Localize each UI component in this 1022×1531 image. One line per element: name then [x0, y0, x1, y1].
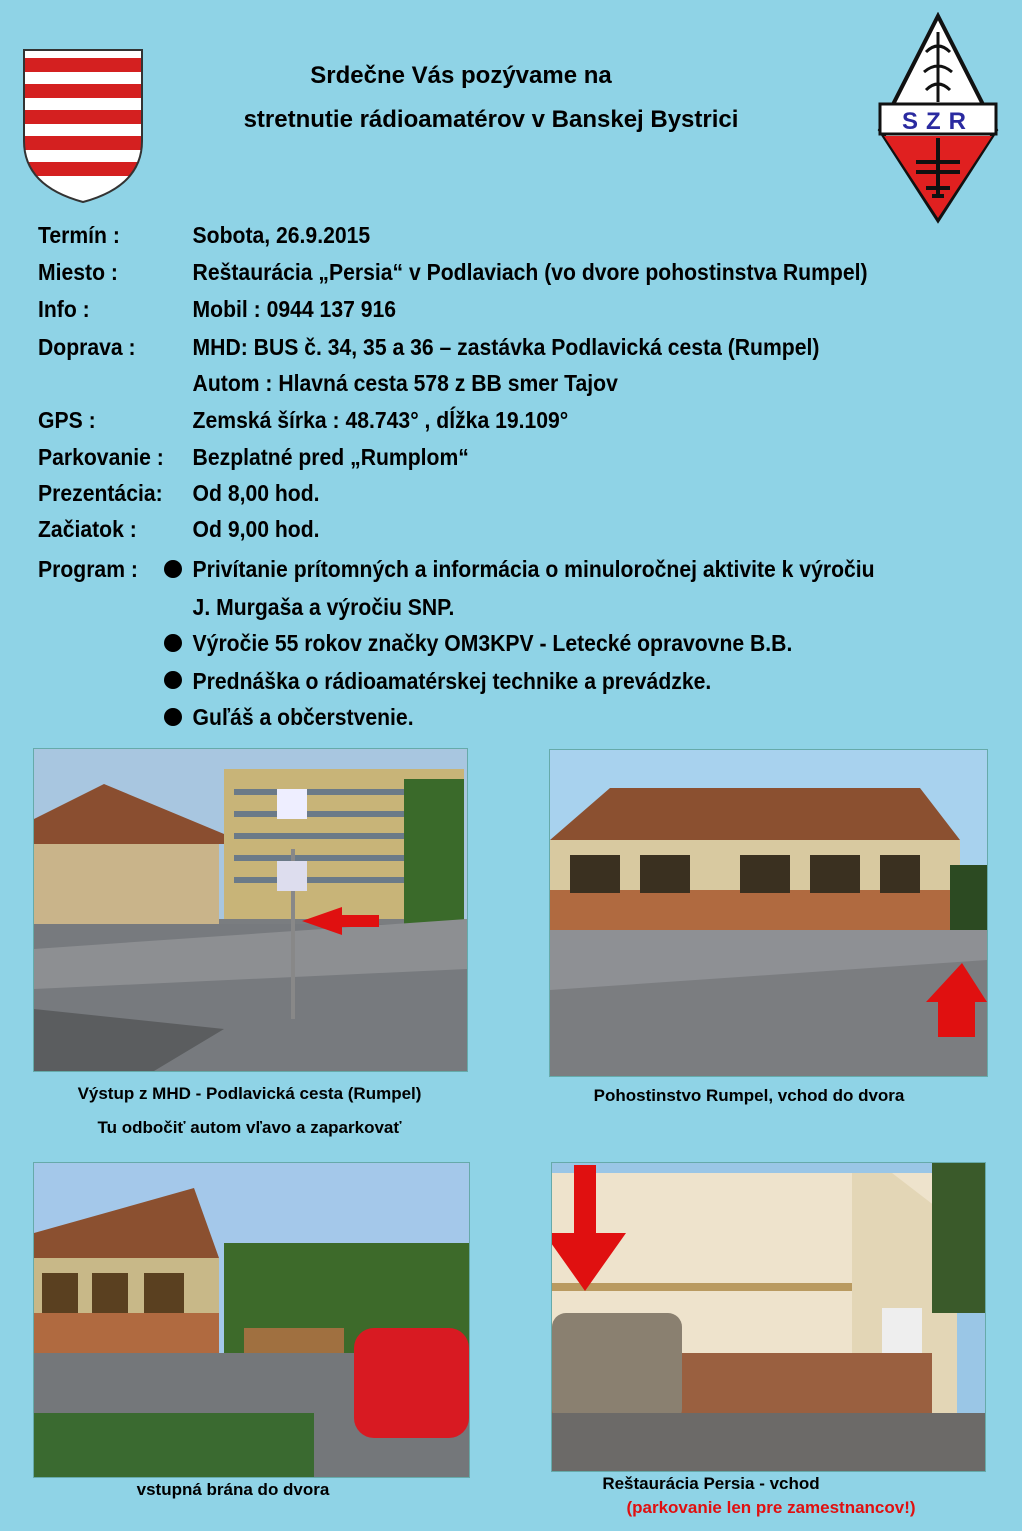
detail-value: Zemská šírka : 48.743° , dĺžka 19.109° [192, 407, 569, 433]
photo-caption: Reštaurácia Persia - vchod [602, 1474, 820, 1493]
szr-logo-text: SZR [902, 108, 974, 135]
detail-label: Prezentácia: [38, 480, 163, 506]
photo-rumpel [549, 749, 988, 1077]
program-item-cont: J. Murgaša a výročiu SNP. [192, 594, 455, 620]
detail-label: GPS : [38, 407, 96, 433]
detail-value: Autom : Hlavná cesta 578 z BB smer Tajov [192, 370, 618, 396]
header-line-2: stretnutie rádioamatérov v Banskej Bystrici [243, 106, 739, 133]
detail-value: Od 9,00 hod. [192, 516, 320, 542]
program-item: Guľáš a občerstvenie. [192, 704, 414, 730]
program-label: Program : [38, 556, 138, 582]
program-item: Prednáška o rádioamatérskej technike a prevádzke. [192, 668, 712, 694]
header-line-1: Srdečne Vás pozývame na [310, 62, 612, 89]
detail-label: Info : [38, 296, 90, 322]
detail-label: Parkovanie : [38, 444, 164, 470]
detail-value: Bezplatné pred „Rumplom“ [192, 444, 469, 470]
detail-value: Od 8,00 hod. [192, 480, 320, 506]
photo-caption-2: Tu odbočiť autom vľavo a zaparkovať [97, 1118, 402, 1137]
detail-value: MHD: BUS č. 34, 35 a 36 – zastávka Podlavická cesta (Rumpel) [192, 334, 820, 360]
photo-caption: Výstup z MHD - Podlavická cesta (Rumpel) [77, 1084, 422, 1103]
program-item: Výročie 55 rokov značky OM3KPV - Letecké opravovne B.B. [192, 630, 793, 656]
bullet-icon [164, 560, 182, 578]
detail-value: Reštaurácia „Persia“ v Podlaviach (vo dvore pohostinstva Rumpel) [192, 259, 868, 285]
detail-value: Mobil : 0944 137 916 [192, 296, 397, 322]
photo-caption: Pohostinstvo Rumpel, vchod do dvora [593, 1086, 905, 1105]
detail-label: Začiatok : [38, 516, 137, 542]
detail-value: Sobota, 26.9.2015 [192, 222, 371, 248]
detail-label: Termín : [38, 222, 120, 248]
detail-label: Doprava : [38, 334, 136, 360]
photo-caption-2: (parkovanie len pre zamestnancov!) [626, 1498, 916, 1517]
program-item: Privítanie prítomných a informácia o minuloročnej aktivite k výročiu [192, 556, 875, 582]
bullet-icon [164, 708, 182, 726]
photo-gate [33, 1162, 470, 1478]
bullet-icon [164, 634, 182, 652]
photo-caption: vstupná brána do dvora [136, 1480, 330, 1499]
photo-bus-stop [33, 748, 468, 1072]
bullet-icon [164, 671, 182, 689]
photo-persia [551, 1162, 986, 1472]
detail-label: Miesto : [38, 259, 118, 285]
